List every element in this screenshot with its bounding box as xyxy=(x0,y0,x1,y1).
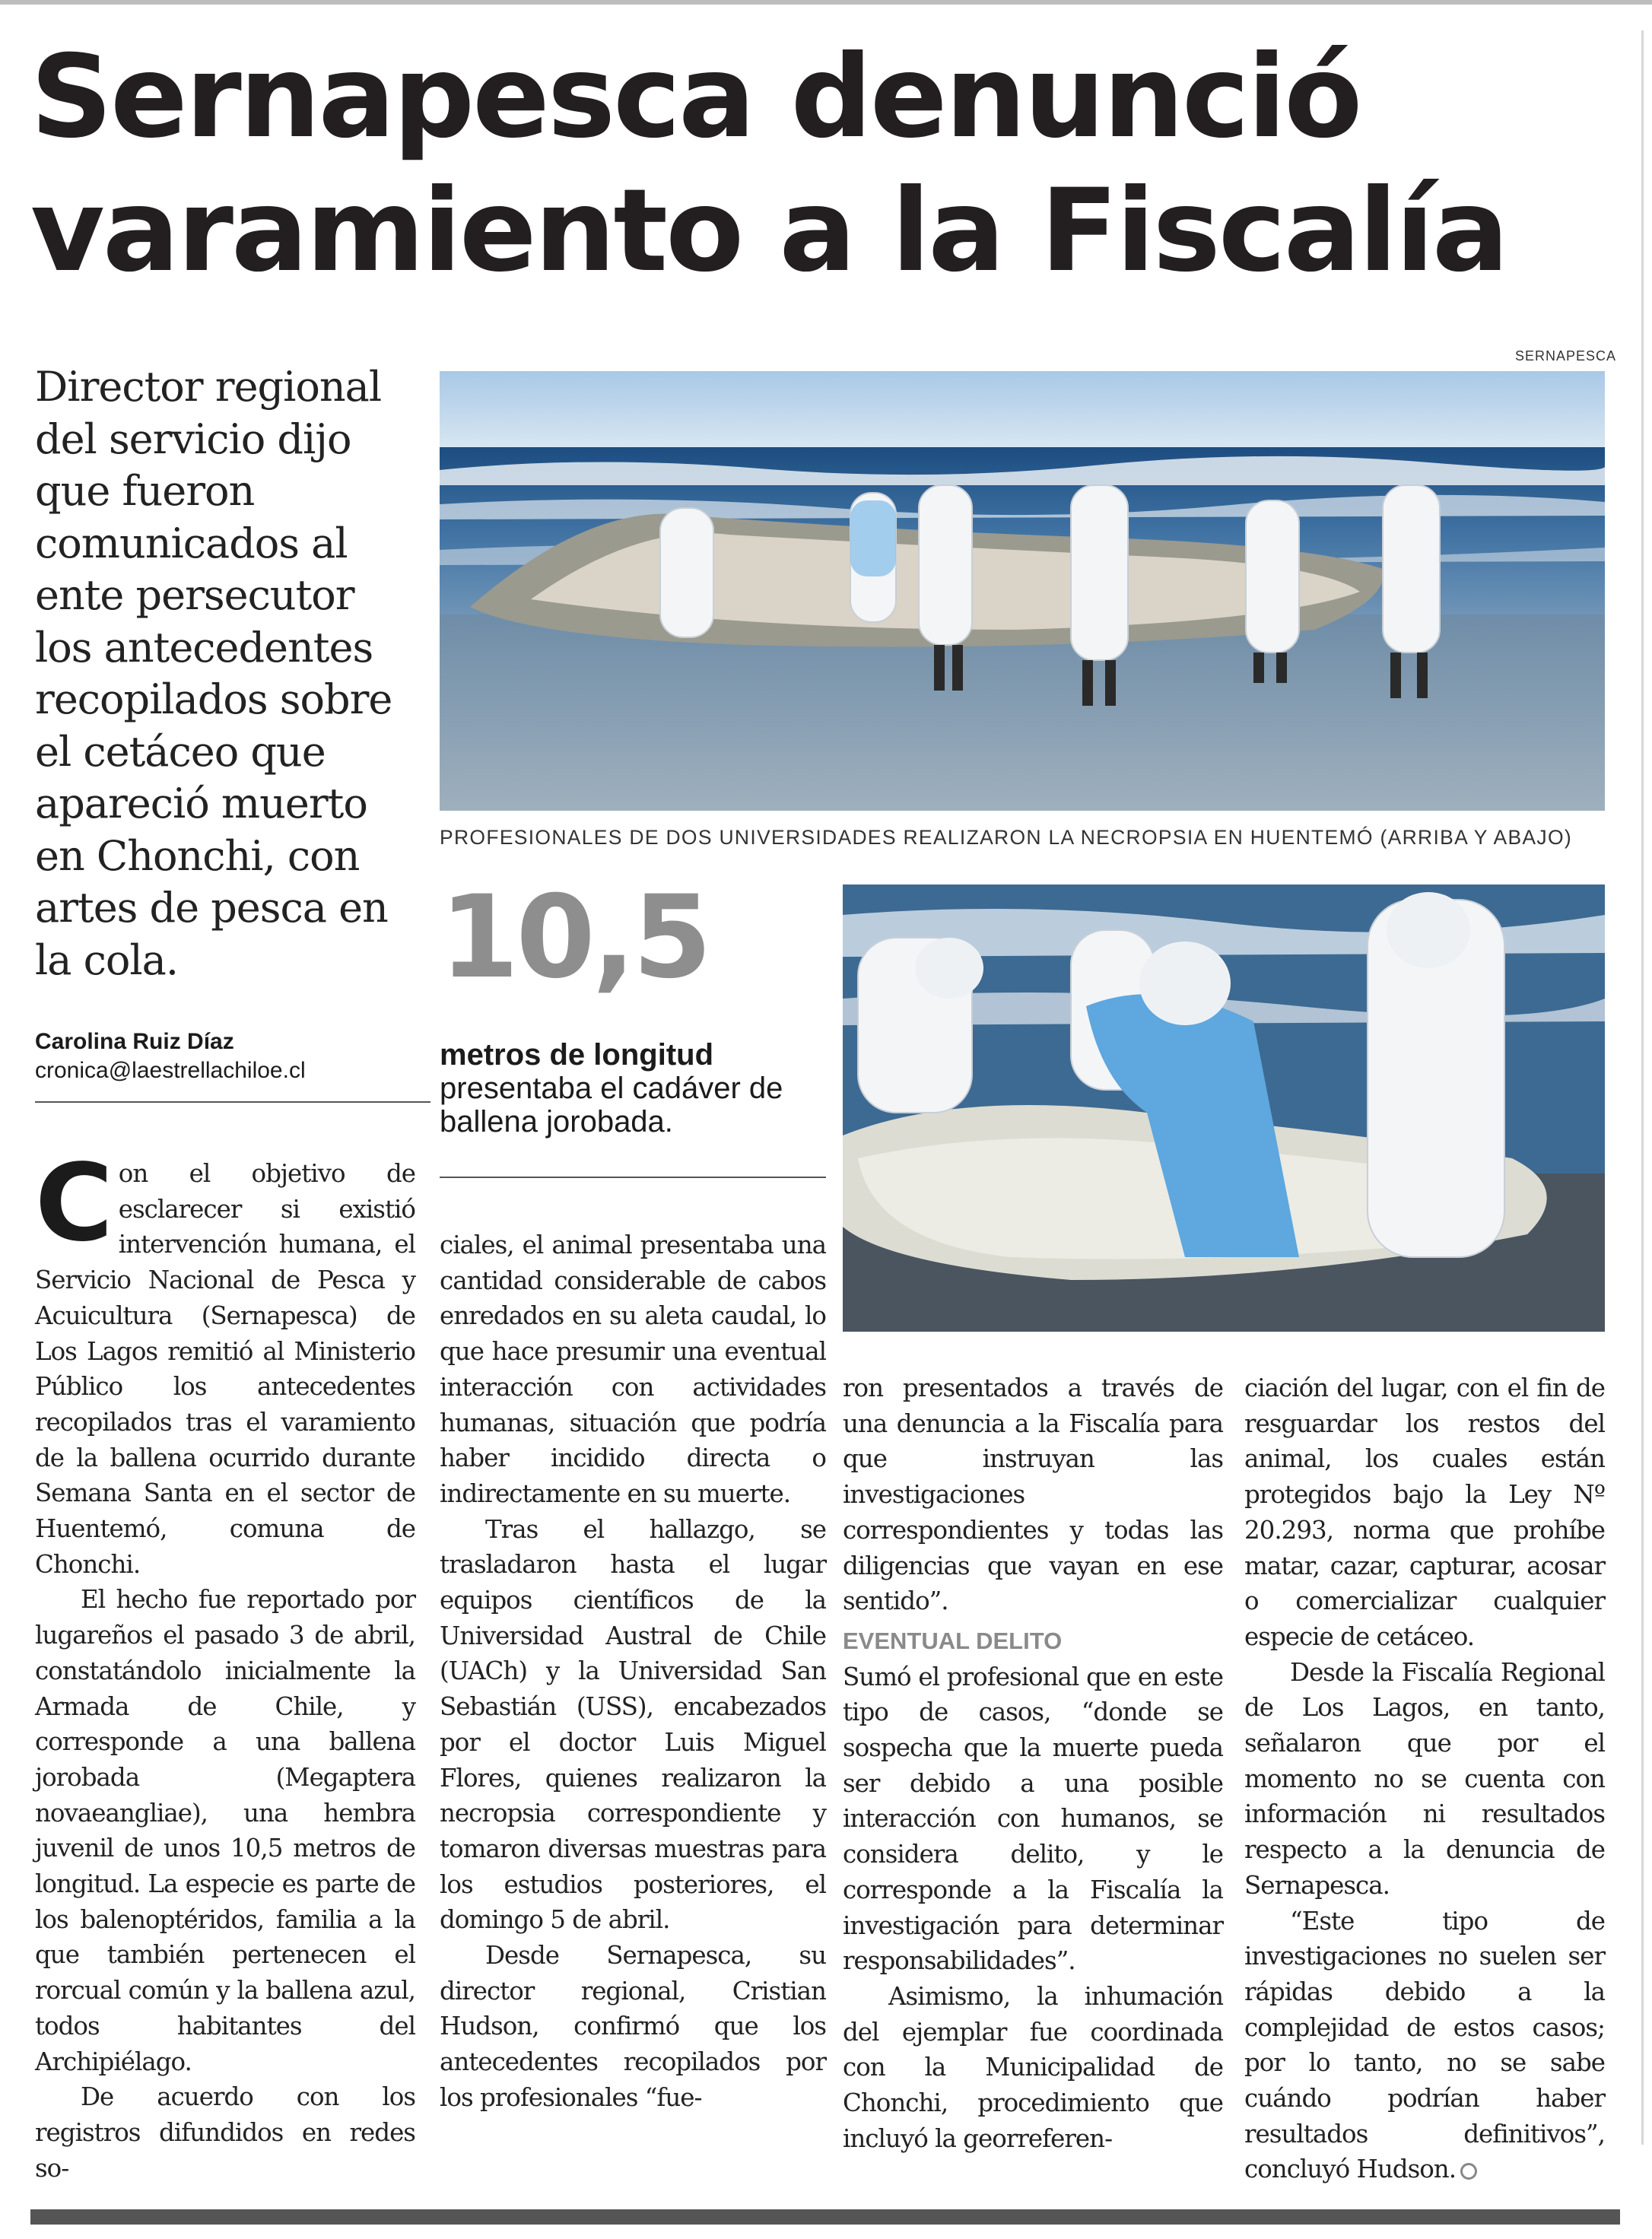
right-margin-rule xyxy=(1641,30,1644,2145)
paragraph: El hecho fue reportado por lugareños el pasado 3 de abril, constatándolo inicialmente la Armada de Chile, y corresponde a una ballena jorobada (Megaptera novaeangliae), una hembra juvenil de unos 10,5 metros de longitud. La especie es parte de los balenoptéridos, familia a la que también pertenecen el rorcual común y la ballena azul, todos habitantes del Archipiélago. xyxy=(35,1585,415,2076)
paragraph xyxy=(1244,1904,1605,2188)
paragraph: Desde la Fiscalía Regional de Los Lagos, en tanto, señalaron que por el momento no se cuenta con información ni resultados respecto a la denuncia de Sernapesca. xyxy=(1244,1657,1605,1900)
top-photo xyxy=(440,371,1605,811)
stat-number: 10,5 xyxy=(440,872,710,1004)
headline-line-2: varamiento a la Fiscalía xyxy=(30,165,1507,297)
bottom-border xyxy=(30,2209,1620,2225)
article-column-1 xyxy=(35,1142,415,2186)
headline xyxy=(30,30,1612,298)
paragraph: Desde Sernapesca, su director regional, Cristian Hudson, confirmó que los antecedentes recopilados por los profesionales “fue- xyxy=(440,1941,826,2112)
article-column-3 xyxy=(843,1370,1223,2156)
photo-caption: PROFESIONALES DE DOS UNIVERSIDADES REALIZARON LA NECROPSIA EN HUENTEMÓ (ARRIBA Y ABAJO) xyxy=(440,826,1572,849)
byline-divider xyxy=(35,1101,430,1103)
paragraph: ron presentados a través de una denuncia a la Fiscalía para que instruyan las investigaciones correspondientes y todas las diligencias que vayan en ese sentido”. xyxy=(843,1374,1223,1616)
top-border xyxy=(0,0,1652,5)
paragraph-text: “Este tipo de investigaciones no suelen ser rápidas debido a la complejidad de estos casos; por lo tanto, no se sabe cuándo podrían haber resultados definitivos”, concluyó Hudson. xyxy=(1244,1906,1605,2184)
author-name: Carolina Ruiz Díaz xyxy=(35,1029,234,1054)
headline-line-1: Sernapesca denunció xyxy=(30,31,1361,164)
bottom-photo xyxy=(843,884,1605,1332)
paragraph xyxy=(35,1142,415,1582)
paragraph: De acuerdo con los registros difundidos en redes so- xyxy=(35,2082,415,2183)
byline xyxy=(35,1027,430,1085)
paragraph: Sumó el profesional que en este tipo de casos, “donde se sospecha que la muerte pueda ser debido a una posible interacción con humanos, se considera delito, y le corresponde a la Fiscalía la investigación para determinar responsabilidades”. xyxy=(843,1662,1223,1976)
photo-credit: SERNAPESCA xyxy=(1514,348,1616,364)
whale-necropsy-photo-bottom xyxy=(843,884,1605,1332)
stat-label: metros de longitud xyxy=(440,1038,713,1072)
end-mark-icon xyxy=(1460,2163,1477,2180)
paragraph: Tras el hallazgo, se trasladaron hasta el lugar equipos científicos de la Universidad Austral de Chile (UACh) y la Universidad San Sebastián (USS), encabezados por el doctor Luis Miguel Flores, quienes realizaron la necropsia correspondiente y tomaron diversas muestras para los estudios posteriores, el domingo 5 de abril. xyxy=(440,1514,826,1935)
paragraph: ciación del lugar, con el fin de resguardar los restos del animal, los cuales están protegidos bajo la Ley Nº 20.293, norma que prohíbe matar, cazar, capturar, acosar o comercializar cualquier especie de cetáceo. xyxy=(1244,1374,1605,1651)
article-column-2 xyxy=(440,1227,826,2116)
stat-divider xyxy=(440,1177,826,1178)
dropcap: C xyxy=(35,1142,113,1266)
paragraph-text: on el objetivo de esclarecer si existió intervención humana, el Servicio Nacional de Pesca y Acuicultura (Sernapesca) de Los Lagos remitió al Ministerio Público los antecedentes recopilados tras el varamiento de la ballena ocurrido durante Semana Santa en el sector de Huentemó, comuna de Chonchi. xyxy=(35,1159,415,1579)
author-email[interactable]: cronica@laestrellachiloe.cl xyxy=(35,1058,306,1083)
paragraph: Asimismo, la inhumación del ejemplar fue coordinada con la Municipalidad de Chonchi, procedimiento que incluyó la georreferen- xyxy=(843,1981,1223,2153)
subheading: EVENTUAL DELITO xyxy=(843,1627,1063,1654)
deck-summary: Director regional del servicio dijo que fueron comunicados al ente persecutor los antecedentes recopilados sobre el cetáceo que apareció muerto en Chonchi, con artes de pesca en la cola. xyxy=(35,363,392,984)
stat-block xyxy=(440,1038,820,1139)
whale-necropsy-photo-top xyxy=(440,371,1605,811)
stat-text: presentaba el cadáver de ballena jorobada. xyxy=(440,1072,783,1139)
article-column-4 xyxy=(1244,1370,1605,2187)
paragraph: ciales, el animal presentaba una cantidad considerable de cabos enredados en su aleta caudal, lo que hace presumir una eventual interacción con actividades humanas, situación que podría haber incidido directa o indirectamente en su muerte. xyxy=(440,1231,826,1508)
